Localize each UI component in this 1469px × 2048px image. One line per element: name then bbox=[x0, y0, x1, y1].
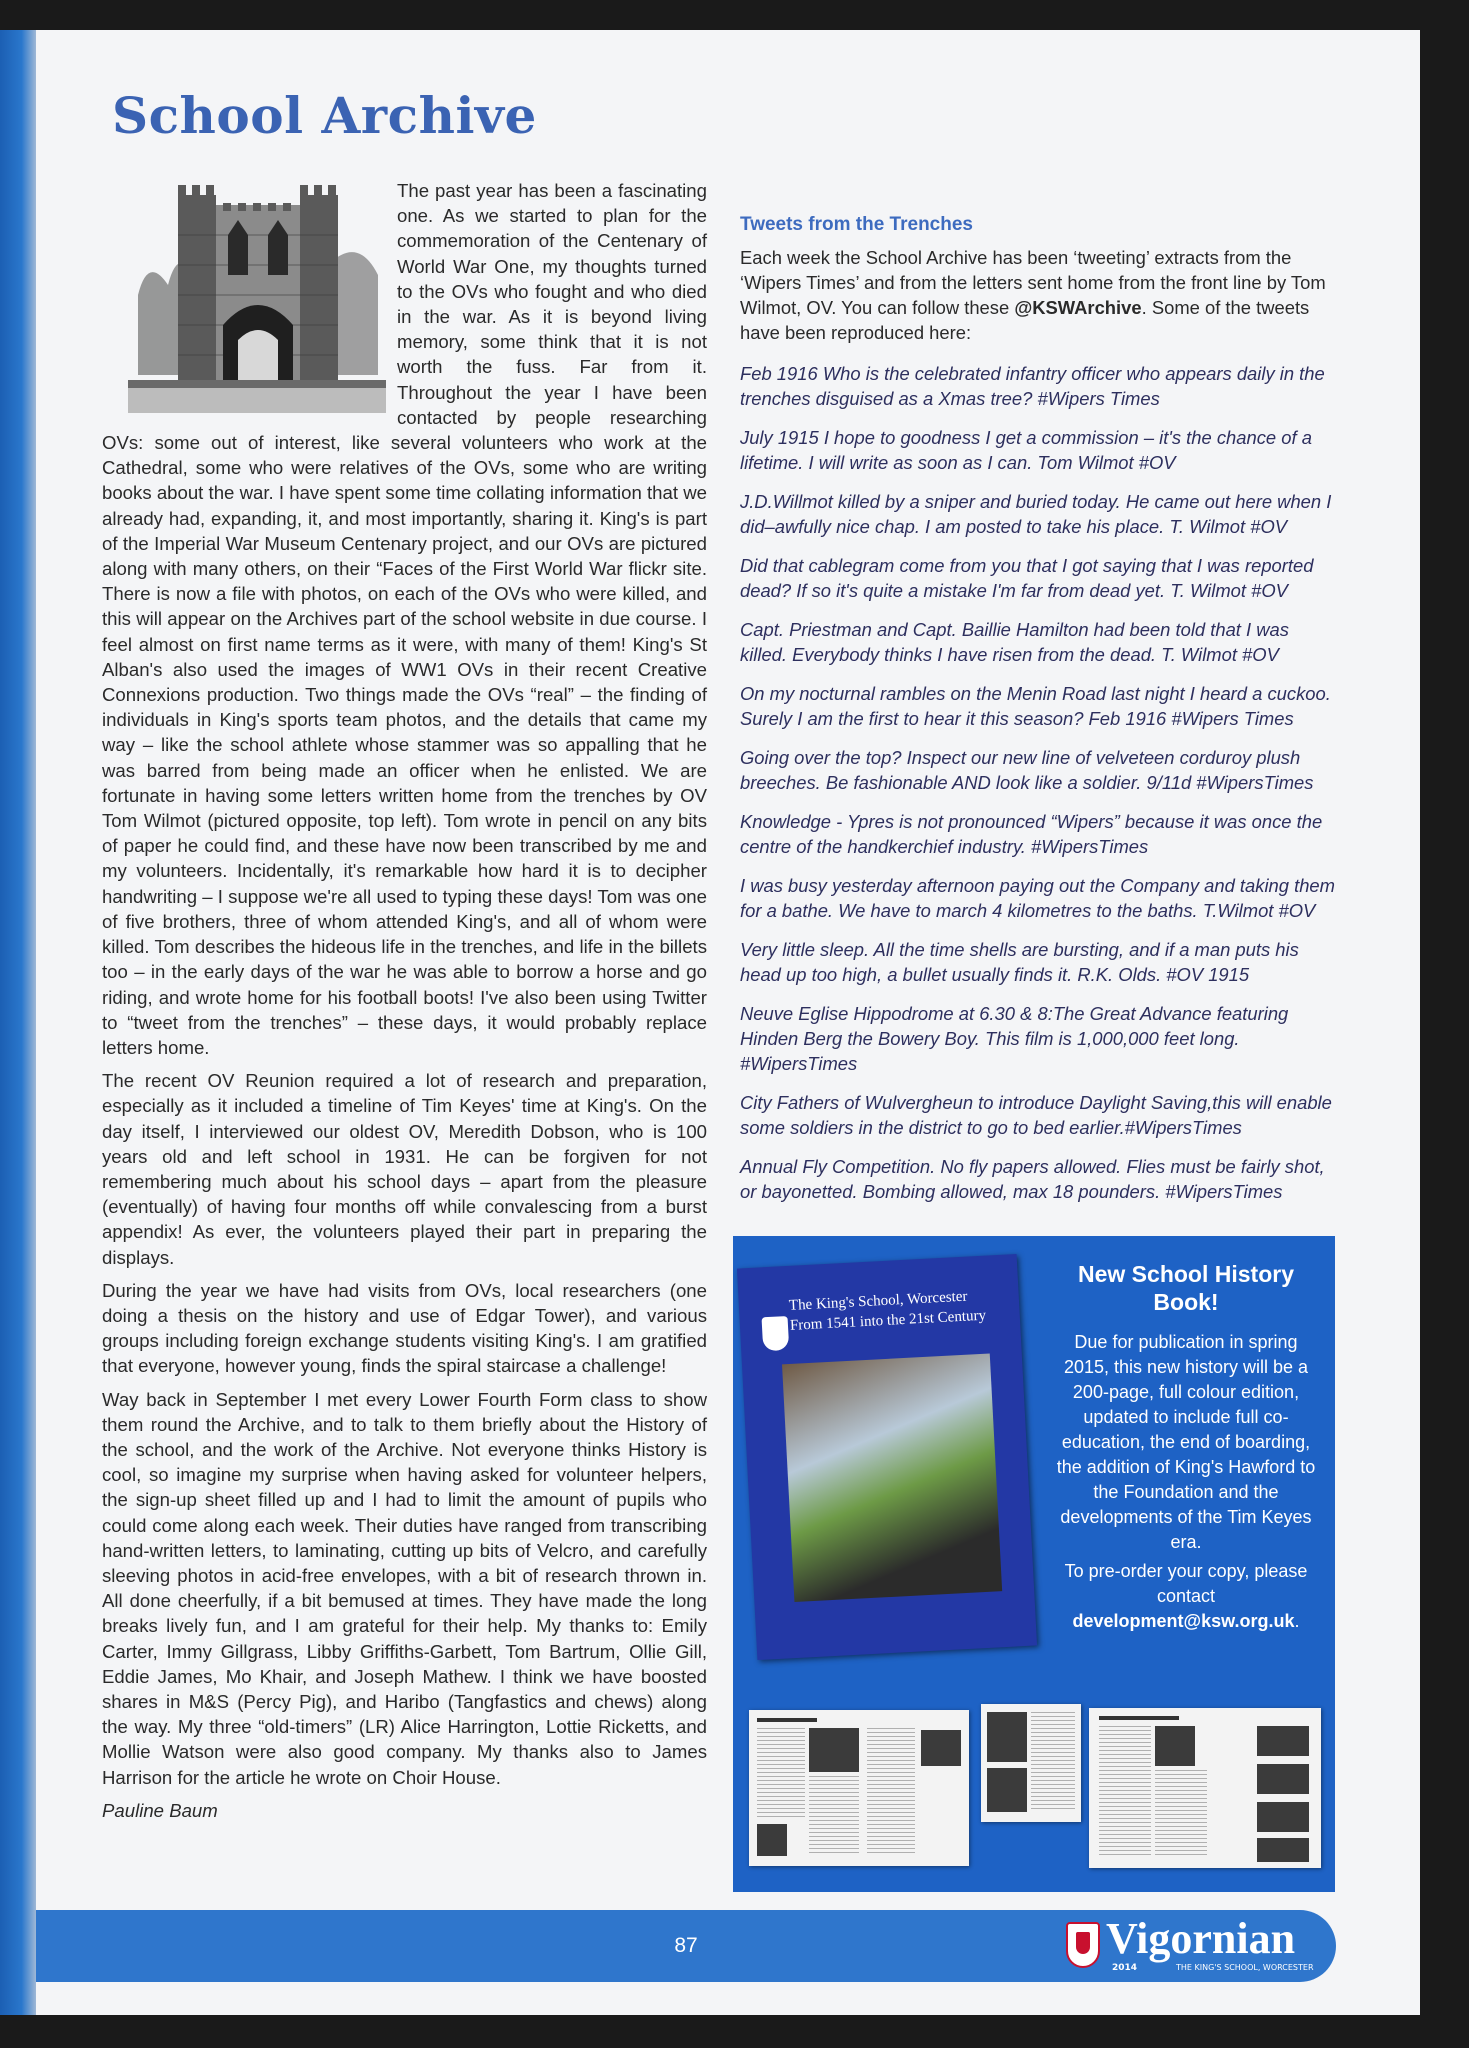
tweet: I was busy yesterday afternoon paying out the Company and taking them for a bathe. We have to march 4 kilometres to the baths. T.Wilmot #OV bbox=[740, 875, 1335, 921]
page-title: School Archive bbox=[112, 86, 537, 145]
article-body bbox=[102, 178, 707, 1831]
tweet: Capt. Priestman and Capt. Baillie Hamilton had been told that I was killed. Everybody thinks I have risen from the dead. T. Wilmot #OV bbox=[740, 619, 1289, 665]
school-crest-icon bbox=[762, 1316, 790, 1351]
tweet: Feb 1916 Who is the celebrated infantry officer who appears daily in the trenches disguised as a Xmas tree? #Wipers Times bbox=[740, 363, 1325, 409]
article-paragraph: Way back in September I met every Lower Fourth Form class to show them round the Archive, and to talk to them briefly about the History of the school, and the work of the Archive. Not everyone thinks History is cool, so imagine my surprise when having asked for volunteer helpers, the sign-up sheet filled up and I had to limit the amount of pupils who could come along each week. Their duties have ranged from transcribing hand-written letters, to laminating, cutting up bits of Velcro, and carefully sleeving photos in acid-free envelopes, with a bit of research thrown in. All done cheerfully, if a bit bemused at times. They have made the long breaks lively fun, and I am grateful for their help. My thanks to: Emily Carter, Immy Gillgrass, Libby Griffiths-Garbett, Tom Bartrum, Ollie Gill, Eddie James, Mo Khair, and Joseph Mathew. I think we have boosted shares in M&S (Percy Pig), and Haribo (Tangfastics and chews) along the way. My three “old-timers” (LR) Alice Harrington, Lottie Ricketts, and Mollie Watson were also good company. My thanks also to James Harrison for the article he wrote on Choir House. bbox=[102, 1388, 707, 1788]
contact-email: development@ksw.org.uk bbox=[1072, 1611, 1295, 1631]
brand-year: 2014 bbox=[1112, 1963, 1138, 1973]
tweet: Did that cablegram come from you that I got saying that I was reported dead? If so it's quite a mistake I'm far from dead yet. T. Wilmot #OV bbox=[740, 555, 1314, 601]
book-cover bbox=[737, 1254, 1037, 1660]
tweet: July 1915 I hope to goodness I get a commission – it's the chance of a lifetime. I will write as soon as I can. Tom Wilmot #OV bbox=[740, 427, 1312, 473]
tweets-heading: Tweets from the Trenches bbox=[740, 214, 973, 235]
email-suffix: . bbox=[1294, 1611, 1300, 1631]
book-cover-photo bbox=[782, 1353, 1002, 1602]
tweet: City Fathers of Wulvergheun to introduce Daylight Saving,this will enable some soldiers in the district to go to bed earlier.#WipersTimes bbox=[740, 1092, 1332, 1138]
tweet: J.D.Willmot killed by a sniper and buried today. He came out here when I did–awfully nice chap. I am posted to take his place. T. Wilmot #OV bbox=[740, 491, 1332, 537]
article-paragraph: During the year we have had visits from OVs, local researchers (one doing a thesis on the history and use of Edgar Tower), and various groups including foreign exchange students visiting King's. I am gratified that everyone, however young, finds the spiral staircase a challenge! bbox=[102, 1279, 707, 1377]
sample-spreads bbox=[749, 1704, 1321, 1874]
article-paragraph: The recent OV Reunion required a lot of research and preparation, especially as it included a timeline of Tim Keyes' time at King's. On the day itself, I interviewed our oldest OV, Meredith Dobson, who is 100 years old and left school in 1931. He can be forgiven for not remembering much about his school days – apart from the pleasure (eventually) of having four months off while convalescing from a burst appendix! As ever, the volunteers played their part in preparing the displays. bbox=[102, 1070, 707, 1268]
page-number: 87 bbox=[674, 1934, 698, 1957]
advert-email-line bbox=[1051, 1609, 1321, 1634]
advert-body: Due for publication in spring 2015, this new history will be a 200-page, full colour edition, updated to include full co-education, the end of boarding, the addition of King's Hawford to the Foundation and the developments of the Tim Keyes era. bbox=[1056, 1332, 1316, 1552]
tweets-intro bbox=[740, 245, 1338, 345]
advert-text bbox=[1051, 1260, 1321, 1634]
tweet: Neuve Eglise Hippodrome at 6.30 & 8:The Great Advance featuring Hinden Berg the Bowery Boy. This film is 1,000,000 feet long. #WipersTimes bbox=[740, 1003, 1289, 1074]
vigornian-logo bbox=[1066, 1916, 1328, 1976]
twitter-handle: @KSWArchive bbox=[1014, 297, 1142, 318]
engraving-space bbox=[102, 178, 397, 430]
magazine-page bbox=[0, 30, 1420, 2015]
tweet: Knowledge - Ypres is not pronounced “Wipers” because it was once the centre of the handkerchief industry. #WipersTimes bbox=[740, 811, 1323, 857]
tweet: On my nocturnal rambles on the Menin Road last night I heard a cuckoo. Surely I am the first to hear it this season? Feb 1916 #Wipers Times bbox=[740, 683, 1331, 729]
book-title bbox=[788, 1284, 1010, 1335]
tweets-intro-text: Each week the School Archive has been ‘tweeting’ extracts from the ‘Wipers Times’ and from the letters sent home from the front line by Tom Wilmot, OV. You can follow these bbox=[740, 247, 1326, 318]
sample-spread bbox=[749, 1710, 969, 1866]
tweet: Very little sleep. All the time shells are bursting, and if a man puts his head up too high, a bullet usually finds it. R.K. Olds. #OV 1915 bbox=[740, 939, 1299, 985]
tweets-section bbox=[740, 212, 1338, 1218]
page-footer bbox=[36, 1910, 1336, 1982]
sample-spread bbox=[981, 1704, 1081, 1822]
tweet: Going over the top? Inspect our new line of velveteen corduroy plush breeches. Be fashionable AND look like a soldier. 9/11d #WipersTimes bbox=[740, 747, 1314, 793]
author-signature: Pauline Baum bbox=[102, 1799, 218, 1821]
page-spine bbox=[0, 30, 36, 2015]
book-subtitle-line: From 1541 into the 21st Century bbox=[789, 1307, 987, 1334]
sample-spread bbox=[1089, 1708, 1321, 1868]
book-editors bbox=[815, 1608, 995, 1617]
tweet: Annual Fly Competition. No fly papers allowed. Flies must be fairly shot, or bayonetted. Bombing allowed, max 18 pounders. #WipersTimes bbox=[740, 1156, 1325, 1202]
brand-school: THE KING'S SCHOOL, WORCESTER bbox=[1176, 1963, 1314, 1972]
advert-contact: To pre-order your copy, please contact bbox=[1064, 1561, 1308, 1606]
brand-name: Vigornian bbox=[1106, 1914, 1296, 1963]
school-crest-icon bbox=[1066, 1922, 1100, 1968]
advert-heading: New School History Book! bbox=[1078, 1261, 1294, 1315]
book-title-line: The King's School, Worcester bbox=[788, 1288, 968, 1314]
tweets-intro-text: . Some of the tweets have been reproduced here: bbox=[740, 297, 1310, 343]
history-book-advert bbox=[733, 1236, 1335, 1892]
article-paragraph: The past year has been a fascinating one. As we started to plan for the commemoration of the Centenary of World War One, my thoughts turned to the OVs who fought and who died in the war. As it is beyond living memory, some think that it is not worth the fuss. Far from it. Throughout the year I have been contacted by people researching OVs: some out of interest, like several volunteers who work at the Cathedral, some who were relatives of the OVs, some who are writing books about the war. I have spent some time collating information that we already had, expanding, it, and most importantly, sharing it. King's is part of the Imperial War Museum Centenary project, and our OVs are pictured along with many others, on their “Faces of the First World War flickr site. There is now a file with photos, on each of the OVs who were killed, and this will appear on the Archives part of the school website in due course. I feel almost on first name terms as it were, with many of them! King's St Alban's also used the images of WW1 OVs in their recent Creative Connexions production. Two things made the OVs “real” – the finding of individuals in King's sports team photos, and the details that came my way – like the school athlete whose stammer was so appalling that he was barred from being made an officer when he enlisted. We are fortunate in having some letters written home from the trenches by OV Tom Wilmot (pictured opposite, top left). Tom wrote in pencil on any bits of paper he could find, and these have now been transcribed by me and my volunteers. Incidentally, it's remarkable how hard it is to decipher handwriting – I suppose we're all used to typing these days! Tom was one of five brothers, three of whom attended King's, and all of whom were killed. Tom describes the hideous life in the trenches, and life in the billets too – in the early days of the war he was able to borrow a horse and go riding, and wrote home for his football boots! I've also been using Twitter to “tweet from the trenches” – these days, it would probably replace letters home. bbox=[102, 180, 707, 1058]
